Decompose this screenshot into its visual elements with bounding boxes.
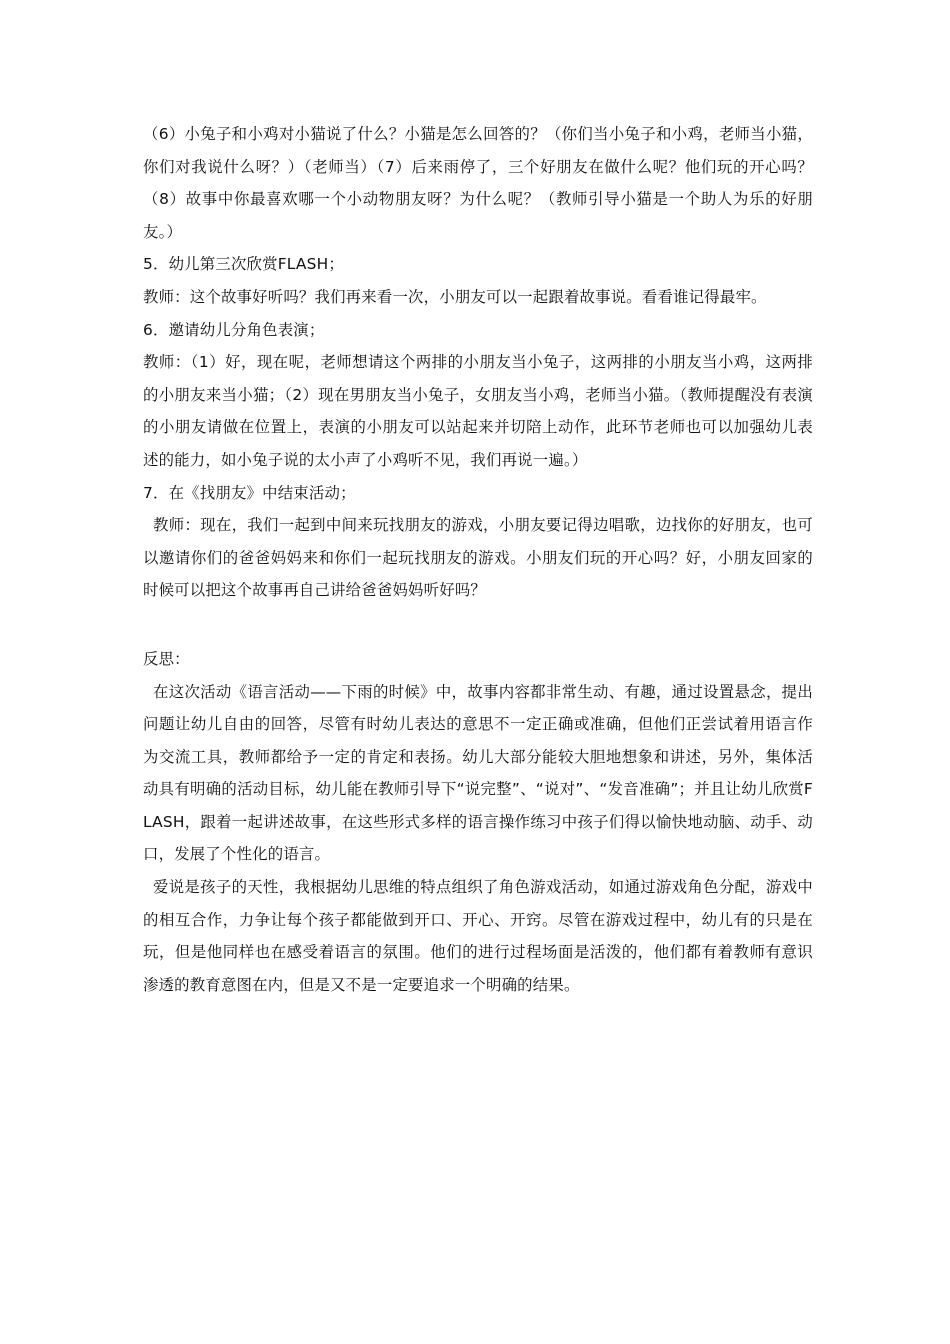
paragraph-step6-teacher: 教师：（1）好，现在呢，老师想请这个两排的小朋友当小兔子，这两排的小朋友当小鸡，这两排的小朋友来当小猫；（2）现在男朋友当小兔子，女朋友当小鸡，老师当小猫。（教师提醒没有表演的小朋友请做在位置上，表演的小朋友可以站起来并切陪上动作，此环节老师也可以加强幼儿表述的能力，如小兔子说的太小声了小鸡听不见，我们再说一遍。） — [143, 353, 813, 469]
reflection-paragraph-2: 爱说是孩子的天性，我根据幼儿思维的特点组织了角色游戏活动，如通过游戏角色分配，游戏中的相互合作，力争让每个孩子都能做到开口、开心、开窍。尽管在游戏过程中，幼儿有的只是在玩，但是他同样也在感受着语言的氛围。他们的进行过程场面是活泼的，他们都有着教师有意识渗透的教育意图在内，但是又不是一定要追求一个明确的结果。 — [143, 878, 813, 994]
document-page — [143, 118, 813, 1001]
heading-step7: 7．在《找朋友》中结束活动； — [143, 483, 356, 502]
heading-step5: 5．幼儿第三次欣赏FLASH； — [143, 255, 344, 274]
paragraph-step5-teacher: 教师：这个故事好听吗？我们再来看一次，小朋友可以一起跟着故事说。看看谁记得最牢。 — [143, 287, 767, 306]
paragraph-step7-teacher: 教师：现在，我们一起到中间来玩找朋友的游戏，小朋友要记得边唱歌，边找你的好朋友，也可以邀请你们的爸爸妈妈来和你们一起玩找朋友的游戏。小朋友们玩的开心吗？好，小朋友回家的时候可以把这个故事再自己讲给爸爸妈妈听好吗？ — [143, 516, 813, 600]
reflection-paragraph-1: 在这次活动《语言活动——下雨的时候》中，故事内容都非常生动、有趣，通过设置悬念，提出问题让幼儿自由的回答，尽管有时幼儿表达的意思不一定正确或准确，但他们正尝试着用语言作为交流工具，教师都给予一定的肯定和表扬。幼儿大部分能较大胆地想象和讲述，另外，集体活动具有明确的活动目标，幼儿能在教师引导下“说完整”、“说对”、“发音准确”；并且让幼儿欣赏FLASH，跟着一起讲述故事，在这些形式多样的语言操作练习中孩子们得以愉快地动脑、动手、动口，发展了个性化的语言。 — [143, 682, 813, 864]
heading-step6: 6．邀请幼儿分角色表演； — [143, 320, 325, 339]
reflection-heading: 反思： — [143, 649, 190, 668]
paragraph-step6-questions: （6）小兔子和小鸡对小猫说了什么？小猫是怎么回答的？（你们当小兔子和小鸡，老师当小猫，你们对我说什么呀？）（老师当）（7）后来雨停了，三个好朋友在做什么呢？他们玩的开心吗？（8）故事中你最喜欢哪一个小动物朋友呀？为什么呢？（教师引导小猫是一个助人为乐的好朋友。） — [143, 125, 813, 241]
section-spacer — [143, 607, 813, 643]
